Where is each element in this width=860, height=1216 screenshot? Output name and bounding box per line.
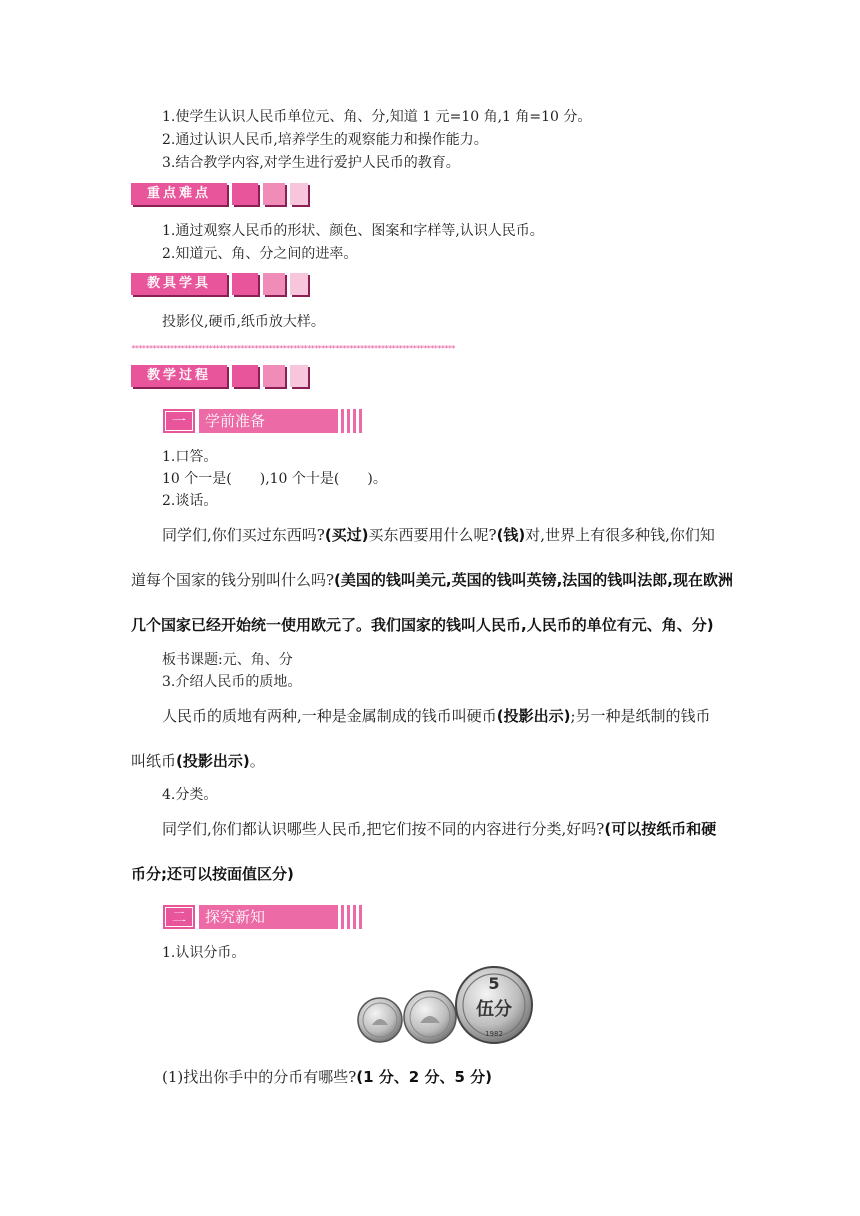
- objective-1: 1.使学生认识人民币单位元、角、分,知道 1 元=10 角,1 角=10 分。: [162, 109, 592, 125]
- text: 对,世界上有很多种钱,你们知: [525, 526, 715, 544]
- decor-square: [263, 365, 285, 387]
- key-point-1: 1.通过观察人民币的形状、颜色、图案和字样等,认识人民币。: [162, 223, 544, 239]
- text: 叫纸币: [131, 752, 177, 770]
- part2-title: [199, 905, 363, 929]
- part2-question-1: [162, 1068, 492, 1086]
- coin-value: 5: [488, 974, 500, 993]
- part1-line-3: 2.谈话。: [162, 493, 218, 509]
- part1-line-6: 4.分类。: [162, 787, 218, 803]
- decor-square: [290, 273, 308, 295]
- text: 。: [249, 752, 265, 770]
- coin-denomination: 伍分: [476, 999, 512, 1020]
- star-divider: ********************************************************************************************: [131, 345, 455, 353]
- part1-para-4: [162, 707, 711, 725]
- answer: (钱): [496, 526, 526, 544]
- banner-stripes: [335, 905, 363, 929]
- section-title-process: 教学过程: [131, 365, 227, 387]
- text: 人民币的质地有两种,一种是金属制成的钱币叫硬币: [162, 707, 497, 725]
- decor-square: [232, 365, 258, 387]
- decor-square: [263, 183, 285, 205]
- part1-para-7: 币分;还可以按面值区分): [131, 865, 294, 883]
- answer: (1 分、2 分、5 分): [356, 1068, 492, 1086]
- coin-5-fen: [456, 967, 532, 1043]
- decor-square: [232, 183, 258, 205]
- answer: (可以按纸币和硬: [604, 820, 717, 838]
- part1-number: 一: [165, 411, 193, 431]
- part1-banner: [163, 409, 363, 433]
- part1-line-4: 板书课题:元、角、分: [162, 652, 293, 668]
- text: 道每个国家的钱分别叫什么吗?: [131, 571, 335, 589]
- decor-square: [290, 183, 308, 205]
- part1-para-2: [131, 571, 733, 589]
- part2-title-text: 探究新知: [205, 908, 266, 926]
- part2-line-1: 1.认识分币。: [162, 945, 246, 961]
- section-badge-key-points: [131, 183, 308, 205]
- answer: (投影出示): [176, 752, 250, 770]
- answer: (买过): [324, 526, 369, 544]
- part1-title: [199, 409, 363, 433]
- section-badge-tools: [131, 273, 308, 295]
- key-point-2: 2.知道元、角、分之间的进率。: [162, 246, 358, 262]
- coin-2-fen: [404, 991, 456, 1043]
- section-title-tools: 教具学具: [131, 273, 227, 295]
- part2-number: 二: [165, 907, 193, 927]
- part1-title-text: 学前准备: [205, 412, 266, 430]
- part1-para-1: [162, 526, 715, 544]
- part1-line-5: 3.介绍人民币的质地。: [162, 674, 302, 690]
- section-badge-process: [131, 365, 308, 387]
- part1-line-2: 10 个一是( ),10 个十是( )。: [162, 471, 387, 487]
- answer: (美国的钱叫美元,英国的钱叫英镑,法国的钱叫法郎,现在欧洲: [334, 571, 733, 589]
- coins-illustration: [356, 965, 536, 1047]
- part1-para-3: 几个国家已经开始统一使用欧元了。我们国家的钱叫人民币,人民币的单位有元、角、分): [131, 616, 714, 634]
- coin-year: 1982: [485, 1030, 503, 1038]
- decor-square: [290, 365, 308, 387]
- coin-1-fen: [358, 998, 402, 1042]
- part1-line-1: 1.口答。: [162, 449, 218, 465]
- text: (1)找出你手中的分币有哪些?: [162, 1068, 357, 1086]
- answer: (投影出示): [496, 707, 571, 725]
- part2-banner: [163, 905, 363, 929]
- text: 买东西要用什么呢?: [368, 526, 497, 544]
- objective-2: 2.通过认识人民币,培养学生的观察能力和操作能力。: [162, 132, 488, 148]
- banner-stripes: [335, 409, 363, 433]
- part1-para-5: [131, 752, 265, 770]
- text: ;另一种是纸制的钱币: [570, 707, 711, 725]
- decor-square: [263, 273, 285, 295]
- tools-text: 投影仪,硬币,纸币放大样。: [162, 314, 325, 330]
- decor-square: [232, 273, 258, 295]
- objective-3: 3.结合教学内容,对学生进行爱护人民币的教育。: [162, 155, 460, 171]
- text: 同学们,你们买过东西吗?: [162, 526, 325, 544]
- part1-para-6: [162, 820, 716, 838]
- section-title-key-points: 重点难点: [131, 183, 227, 205]
- text: 同学们,你们都认识哪些人民币,把它们按不同的内容进行分类,好吗?: [162, 820, 605, 838]
